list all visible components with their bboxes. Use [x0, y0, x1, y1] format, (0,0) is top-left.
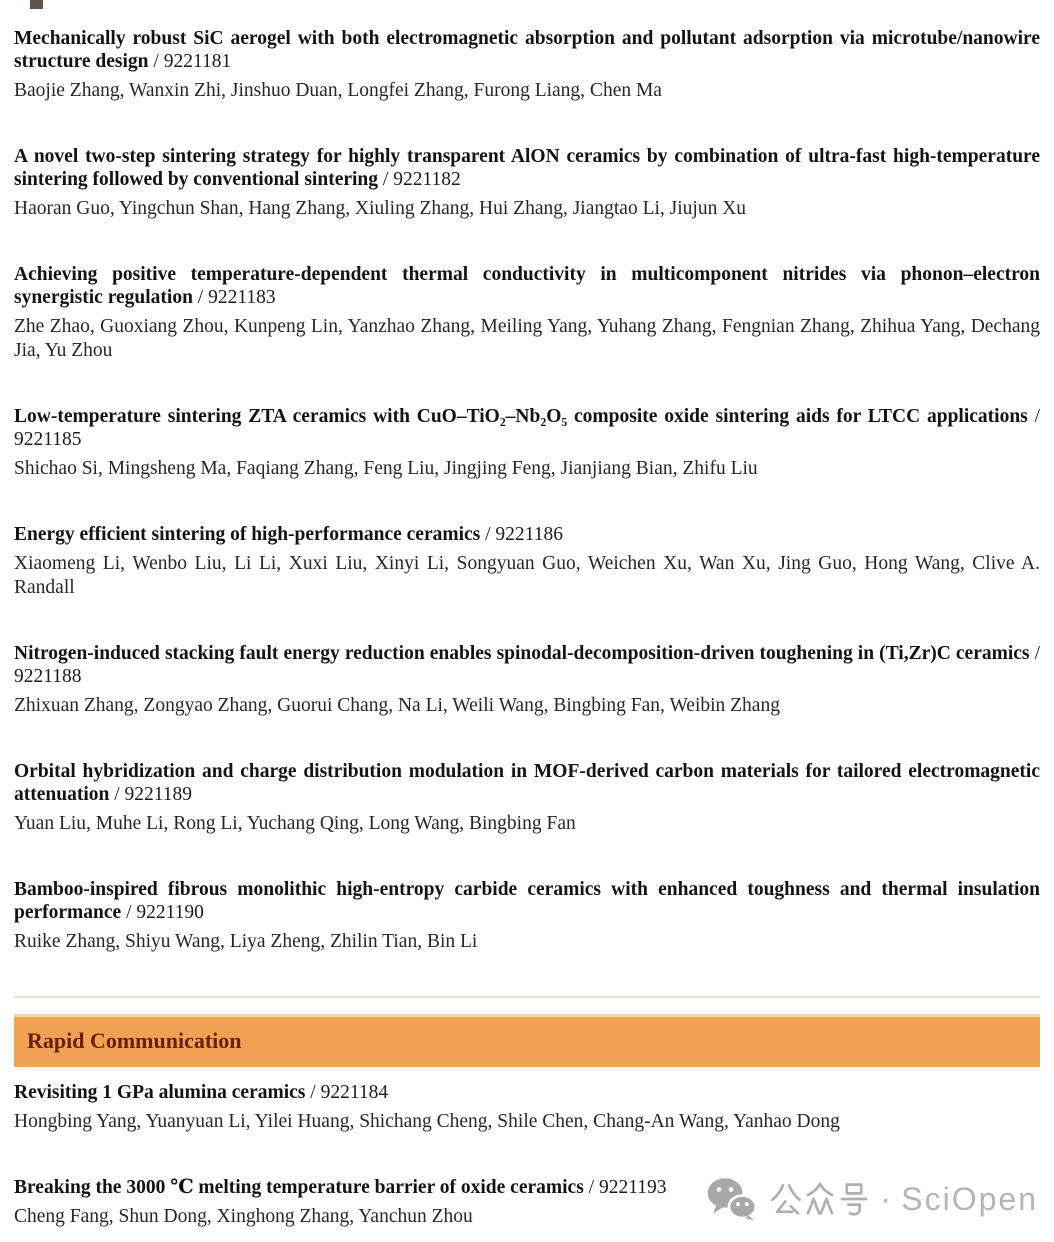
- article-separator: /: [121, 902, 137, 923]
- article-entry: [14, 760, 1040, 836]
- article-title-text: Revisiting 1 GPa alumina ceramics: [14, 1082, 306, 1103]
- article-title: [14, 27, 1040, 73]
- article-authors: Yuan Liu, Muhe Li, Rong Li, Yuchang Qing, Long Wang, Bingbing Fan: [14, 813, 576, 834]
- article-id: 9221193: [598, 1177, 667, 1198]
- article-authors: Shichao Si, Mingsheng Ma, Faqiang Zhang, Feng Liu, Jingjing Feng, Jianjiang Bian, Zhifu Liu: [14, 458, 758, 479]
- section-divider: [14, 996, 1040, 998]
- article-authors: Ruike Zhang, Shiyu Wang, Liya Zheng, Zhilin Tian, Bin Li: [14, 931, 478, 952]
- article-title: [14, 405, 1040, 451]
- article-id: 9221188: [14, 666, 82, 687]
- article-title-text: Low-temperature sintering ZTA ceramics with CuO–TiO₂–Nb₂O₅ composite oxide sintering aids for LTCC applications: [14, 406, 1028, 427]
- article-separator: /: [148, 51, 164, 72]
- article-title-text: Achieving positive temperature-dependent thermal conductivity in multicomponent nitrides via phonon–electron synergistic regulation: [14, 264, 1040, 308]
- article-title-text: Mechanically robust SiC aerogel with both electromagnetic absorption and pollutant adsorption via microtube/nanowire structure design: [14, 28, 1040, 72]
- article-id: 9221183: [208, 287, 276, 308]
- article-separator: /: [1029, 643, 1040, 664]
- section-banner: [14, 1014, 1040, 1067]
- section-header: [14, 996, 1040, 1067]
- article-separator: /: [378, 169, 394, 190]
- article-authors: Haoran Guo, Yingchun Shan, Hang Zhang, Xiuling Zhang, Hui Zhang, Jiangtao Li, Jiujun Xu: [14, 198, 747, 219]
- article-entry: [14, 263, 1040, 363]
- article-separator: /: [192, 287, 209, 308]
- article-entry: [14, 1081, 1040, 1134]
- cjk-hao-icon: [838, 1181, 870, 1217]
- article-id: 9221182: [393, 169, 461, 190]
- article-id: 9221185: [14, 429, 82, 450]
- article-title-text: Nitrogen-induced stacking fault energy reduction enables spinodal-decomposition-driven toughening in (Ti,Zr)C ceramics: [14, 643, 1030, 664]
- toc-section: [14, 27, 1040, 954]
- article-title-text: Bamboo-inspired fibrous monolithic high-entropy carbide ceramics with enhanced toughness and thermal insulation performance: [14, 879, 1040, 923]
- article-authors: Cheng Fang, Shun Dong, Xinghong Zhang, Yanchun Zhou: [14, 1206, 473, 1227]
- article-separator: /: [109, 784, 125, 805]
- article-entry: [14, 405, 1040, 481]
- article-title-text: Breaking the 3000 ℃ melting temperature barrier of oxide ceramics: [14, 1177, 584, 1198]
- article-separator: /: [305, 1082, 321, 1103]
- cjk-zhong-icon: [804, 1181, 836, 1217]
- article-entry: [14, 642, 1040, 718]
- article-title-text: Energy efficient sintering of high-performance ceramics: [14, 524, 481, 545]
- wechat-icon: [706, 1176, 758, 1222]
- article-authors: Xiaomeng Li, Wenbo Liu, Li Li, Xuxi Liu, Xinyi Li, Songyuan Guo, Weichen Xu, Wan Xu, Jing Guo, Hong Wang, Clive A. Randall: [14, 553, 1040, 598]
- article-entry: [14, 145, 1040, 221]
- official-account-label-icon: [770, 1181, 870, 1217]
- article-authors: Zhixuan Zhang, Zongyao Zhang, Guorui Chang, Na Li, Weili Wang, Bingbing Fan, Weibin Zhang: [14, 695, 780, 716]
- watermark: [706, 1176, 1038, 1222]
- article-separator: /: [480, 524, 496, 545]
- watermark-separator: ·: [879, 1180, 892, 1218]
- article-title: [14, 523, 1040, 546]
- article-entry: [14, 878, 1040, 954]
- article-title: [14, 145, 1040, 191]
- article-authors: Baojie Zhang, Wanxin Zhi, Jinshuo Duan, Longfei Zhang, Furong Liang, Chen Ma: [14, 80, 662, 101]
- article-id: 9221184: [320, 1082, 389, 1103]
- article-title: [14, 642, 1040, 688]
- article-id: 9221190: [136, 902, 204, 923]
- cjk-gong-icon: [770, 1181, 802, 1217]
- watermark-brand: SciOpen: [901, 1181, 1038, 1217]
- article-entry: [14, 27, 1040, 103]
- article-separator: /: [583, 1177, 599, 1198]
- article-title-text: A novel two-step sintering strategy for highly transparent AlON ceramics by combination of ultra-fast high-temperature sintering followed by conventional sintering: [14, 146, 1040, 190]
- article-id: 9221189: [124, 784, 193, 805]
- article-title-text: Orbital hybridization and charge distribution modulation in MOF-derived carbon materials for tailored electromagnetic attenuation: [14, 761, 1040, 805]
- cropped-text-artifact: [30, 0, 43, 9]
- article-title: [14, 263, 1040, 309]
- article-title: [14, 760, 1040, 806]
- article-id: 9221186: [495, 524, 563, 545]
- article-list: [14, 27, 1040, 954]
- article-id: 9221181: [163, 51, 232, 72]
- article-entry: [14, 523, 1040, 600]
- article-authors: Hongbing Yang, Yuanyuan Li, Yilei Huang, Shichang Cheng, Shile Chen, Chang-An Wang, Yanhao Dong: [14, 1111, 840, 1132]
- article-authors: Zhe Zhao, Guoxiang Zhou, Kunpeng Lin, Yanzhao Zhang, Meiling Yang, Yuhang Zhang, Fengnian Zhang, Zhihua Yang, Dechang Jia, Yu Zhou: [14, 316, 1040, 361]
- article-title: [14, 878, 1040, 924]
- article-separator: /: [1027, 406, 1041, 427]
- article-title: [14, 1081, 1040, 1104]
- section-header-label: Rapid Communication: [27, 1028, 242, 1053]
